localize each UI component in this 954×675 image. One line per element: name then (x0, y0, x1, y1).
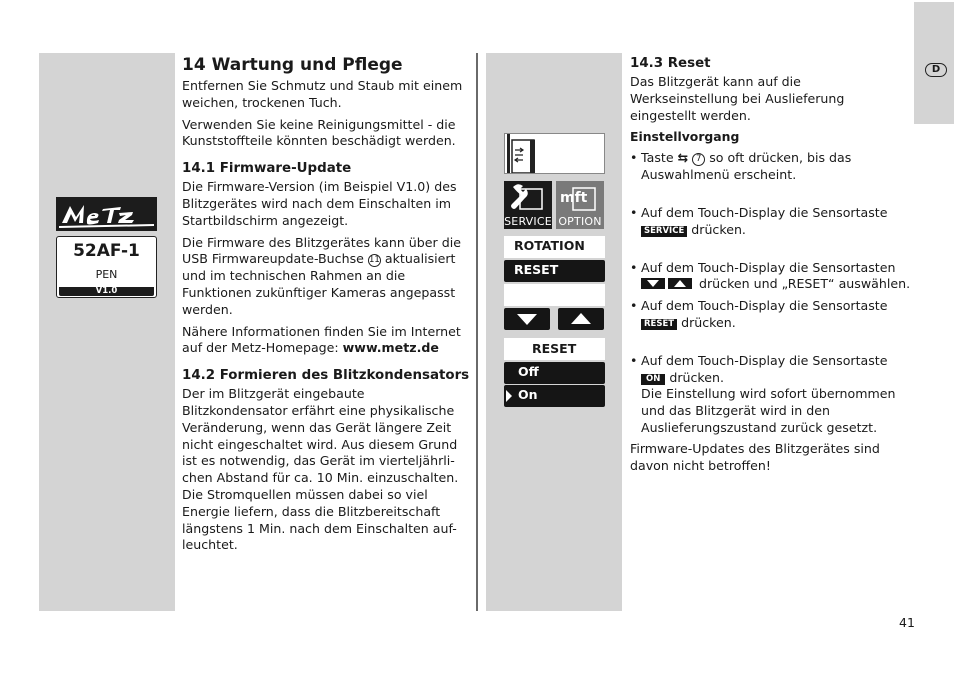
paragraph: Die Firmware des Blitzgerätes kann über die USB Firmwareupdate-Buchse 11 aktualisiert und im technischen Rahmen an die Funktionen zukünftiger Kameras angepasst werden. (182, 234, 461, 317)
website-link[interactable]: www.metz.de (342, 340, 439, 356)
scroll-up-button[interactable] (558, 308, 604, 330)
mode-key-icon: ⇆ (677, 150, 689, 166)
reset-header: RESET (504, 338, 605, 360)
option-label: OPTION (558, 215, 602, 228)
service-key-label: SERVICE (641, 226, 687, 237)
flash-device-icon (505, 134, 545, 173)
menu-item-rotation[interactable]: ROTATION (504, 236, 605, 258)
step-item: • Auf dem Touch-Display die Sensortaste SERVICE drücken. (630, 205, 912, 239)
option-off[interactable]: Off (504, 362, 605, 384)
start-screen (56, 236, 157, 298)
paragraph: Nähere Informationen finden Sie im Internet auf der Metz-Homepage: www.metz.de (182, 323, 461, 356)
menu-item-reset[interactable]: RESET (504, 260, 605, 282)
step-item: • Auf dem Touch-Display die Sensortaste ON drücken. Die Einstellung wird sofort übernommen und das Blitzgerät wird in den Auslieferungszustand zurück gesetzt. (630, 353, 912, 437)
down-arrow-icon (641, 278, 665, 289)
subsection-title: 14.3 Reset (630, 56, 711, 71)
left-gray-column (39, 53, 175, 611)
section-14-3-text (630, 55, 912, 479)
service-button[interactable] (504, 181, 552, 229)
flash-device-icon-box (504, 133, 605, 174)
subsection-title: 14.1 Firmware-Update (182, 161, 352, 177)
note: Firmware-Updates des Blitzgerätes sind davon nicht betroffen! (630, 440, 880, 473)
model-name: 52AF-1 (73, 241, 140, 261)
language-badge: D (925, 63, 947, 77)
paragraph: Entfernen Sie Schmutz und Staub mit einem weichen, trockenen Tuch. (182, 78, 463, 110)
wrench-icon (504, 181, 552, 215)
up-arrow-icon (668, 278, 692, 289)
column-divider (476, 53, 478, 611)
step-item: • Auf dem Touch-Display die Sensortaste RESET drücken. (630, 298, 912, 332)
section-14-text (182, 54, 472, 559)
mft-icon (556, 181, 604, 215)
paragraph: Die Firmware-Version (im Beispiel V1.0) des Blitzgerätes wird nach dem Einschalten im Startbildschirm angezeigt. (182, 179, 457, 228)
socket-number-icon: 11 (368, 255, 380, 266)
paragraph: Verwenden Sie keine Reinigungsmittel - die Kunststoffteile könnten beschädigt werden. (182, 116, 456, 149)
subsection-title: 14.2 Formieren des Blitzkondensators (182, 368, 470, 384)
option-on[interactable]: On (504, 385, 605, 407)
metz-logo-icon (56, 197, 157, 231)
step-item: • Taste ⇆ 7 so oft drücken, bis das Auswahlmenü erscheint. (630, 150, 912, 184)
menu-item-empty (504, 284, 605, 306)
firmware-version: V1.0 (59, 287, 154, 296)
on-key-label: ON (641, 374, 665, 385)
metz-logo (56, 197, 157, 231)
procedure-title: Einstellvorgang (630, 129, 740, 145)
model-mode: PEN (95, 268, 118, 281)
page-number: 41 (899, 615, 915, 630)
selection-cursor-icon (506, 390, 512, 402)
paragraph: Das Blitzgerät kann auf die Werkseinstellung bei Auslieferung eingestellt werden. (630, 74, 845, 123)
section-title: 14 Wartung und Pflege (182, 55, 403, 75)
reset-key-label: RESET (641, 319, 677, 330)
scroll-down-button[interactable] (504, 308, 550, 330)
service-label: SERVICE (504, 215, 552, 228)
svg-text:mft: mft (560, 190, 588, 206)
paragraph: Der im Blitzgerät eingebaute Blitzkondensator erfährt eine physikalische Veränderung, wenn das Gerät längere Zeit nicht eingeschaltet wird. Aus diesem Grund ist es notwendig, das Gerät im vierteljährli-chen Abstand für ca. 10 Min. einzuschalten. Die Stromquellen müssen dabei so viel Energie liefern, dass die Blitzbereitschaft längstens 1 Min. nach dem Einschalten auf-leuchtet. (182, 386, 459, 553)
option-button[interactable] (556, 181, 604, 229)
step-item: • Auf dem Touch-Display die Sensortasten drücken und „RESET“ auswählen. (630, 260, 912, 294)
key-number-icon: 7 (692, 153, 705, 166)
